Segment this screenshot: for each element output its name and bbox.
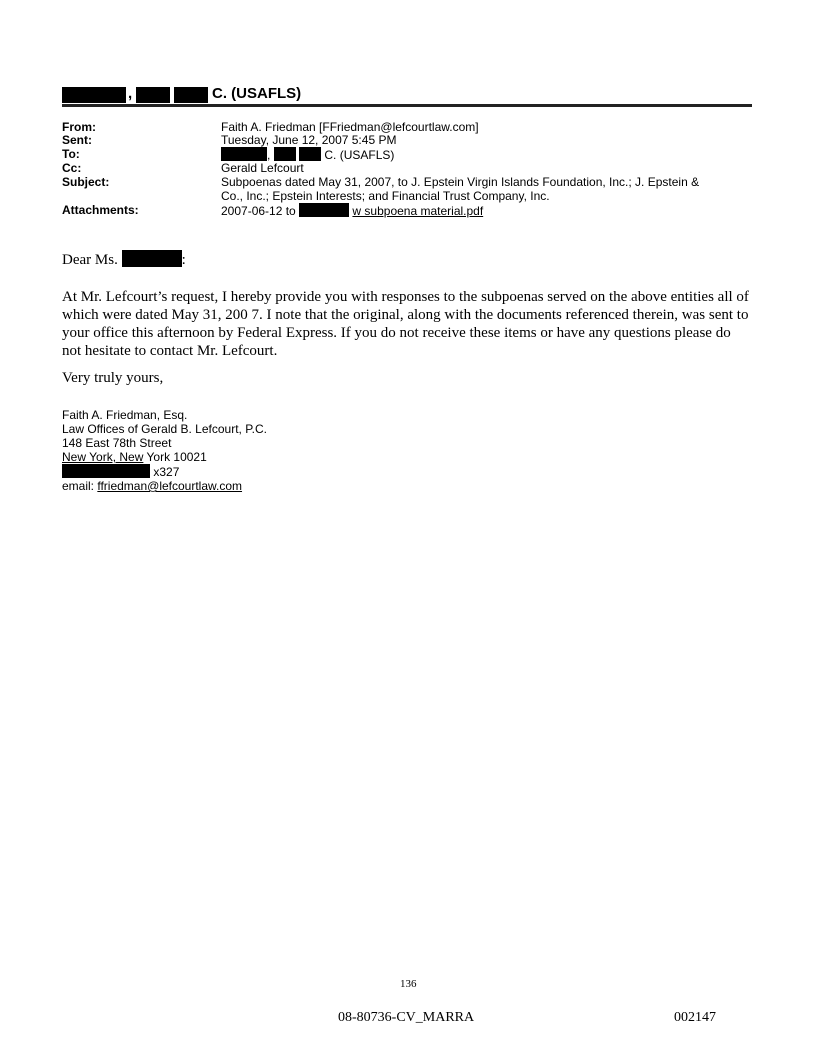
attachments-value [221, 203, 483, 218]
redaction-block [62, 87, 126, 103]
subject-label: Subject: [62, 175, 110, 189]
cc-value: Gerald Lefcourt [221, 161, 304, 175]
attachments-label: Attachments: [62, 203, 139, 217]
page-number: 136 [400, 978, 417, 990]
greeting-prefix: Dear Ms. [62, 252, 118, 268]
signature-block [62, 408, 267, 493]
email-link[interactable]: ffriedman@lefcourtlaw.com [97, 479, 243, 493]
subject-line-1: Subpoenas dated May 31, 2007, to J. Epstein Virgin Islands Foundation, Inc.; J. Epstein & [221, 175, 700, 189]
sent-value: Tuesday, June 12, 2007 5:45 PM [221, 133, 397, 147]
to-value [221, 147, 394, 162]
signature-email-row [62, 479, 267, 493]
closing: Very truly yours, [62, 370, 164, 386]
sent-label: Sent: [62, 133, 92, 147]
redaction-block [274, 147, 296, 161]
email-label: email: [62, 479, 98, 493]
signature-phone [62, 464, 267, 479]
subject-line-2: Co., Inc.; Epstein Interests; and Financial Trust Company, Inc. [221, 189, 550, 203]
redaction-block [62, 464, 150, 478]
to-label: To: [62, 147, 80, 161]
signature-name: Faith A. Friedman, Esq. [62, 408, 188, 422]
from-value: Faith A. Friedman [FFriedman@lefcourtlaw.com] [221, 120, 479, 134]
cc-label: Cc: [62, 161, 82, 175]
title-name: C. (USAFLS) [212, 85, 302, 102]
body-paragraph: At Mr. Lefcourt’s request, I hereby provide you with responses to the subpoenas served on the above entities all of which were dated May 31, 200 7. I note that the original, along with the documents referenced therein, was sent to your office this afternoon by Federal Express. If you do not receive these items or have any questions please do not hesitate to contact Mr. Lefcourt. [62, 289, 749, 359]
to-name: C. (USAFLS) [324, 148, 395, 162]
signature-firm: Law Offices of Gerald B. Lefcourt, P.C. [62, 422, 267, 436]
redaction-block [299, 203, 349, 217]
redaction-block [299, 147, 321, 161]
signature-city-underlined: New York, New [62, 450, 144, 464]
signature-extension: x327 [153, 465, 180, 479]
greeting [62, 250, 186, 269]
greeting-suffix: : [181, 252, 186, 268]
title-divider [62, 104, 752, 107]
attachment-file-link[interactable]: w subpoena material.pdf [352, 204, 484, 218]
signature-city-rest: York 10021 [143, 450, 207, 464]
to-comma: , [267, 148, 271, 162]
from-label: From: [62, 120, 96, 134]
signature-city [62, 450, 267, 464]
redaction-block [221, 147, 267, 161]
redaction-block [122, 250, 182, 267]
email-title-bar [62, 85, 752, 105]
case-id: 08-80736-CV_MARRA [338, 1010, 475, 1025]
redaction-block [136, 87, 170, 103]
bates-number: 002147 [674, 1010, 716, 1025]
attachment-prefix: 2007-06-12 to [221, 204, 296, 218]
redaction-block [174, 87, 208, 103]
signature-street: 148 East 78th Street [62, 436, 172, 450]
title-comma: , [128, 85, 133, 102]
